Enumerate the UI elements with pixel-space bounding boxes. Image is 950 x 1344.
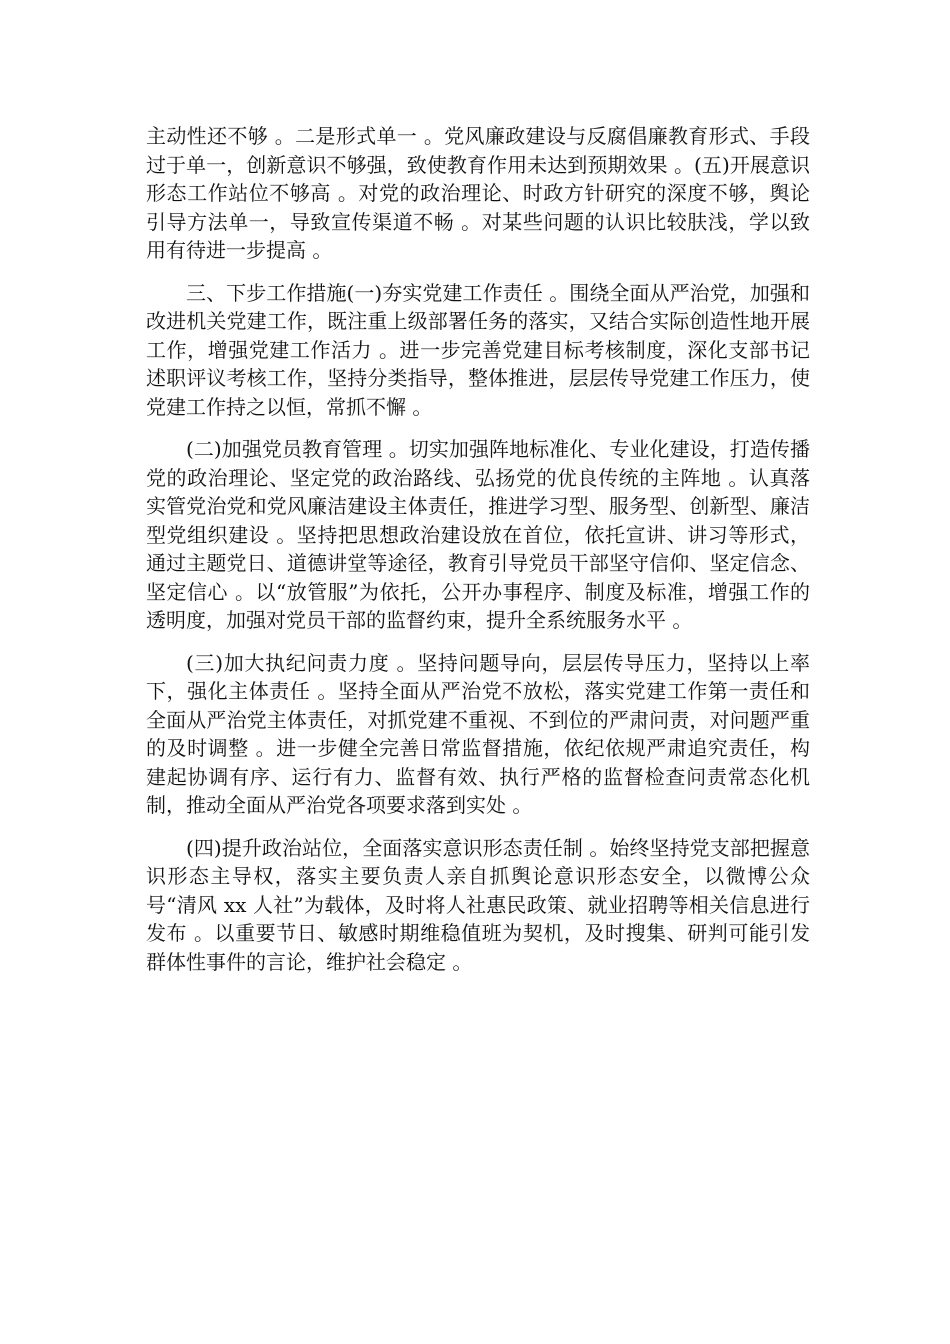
document-body <box>146 122 810 990</box>
paragraph-2: 三、下步工作措施(一)夯实党建工作责任 。围绕全面从严治党，加强和改进机关党建工作，既注重上级部署任务的落实，又结合实际创造性地开展工作，增强党建工作活力 。进一步完善党建目标考核制度，深化支部书记述职评议考核工作，坚持分类指导，整体推进，层层传导党建工作压力，使党建工作持之以恒，常抓不懈 。 <box>146 280 810 419</box>
paragraph-3: (二)加强党员教育管理 。切实加强阵地标准化、专业化建设，打造传播党的政治理论、坚定党的政治路线、弘扬党的优良传统的主阵地 。认真落实管党治党和党风廉洁建设主体责任，推进学习型、服务型、创新型、廉洁型党组织建设 。坚持把思想政治建设放在首位，依托宣讲、讲习等形式，通过主题党日、道德讲堂等途径，教育引导党员干部坚守信仰、坚定信念、坚定信心 。以“放管服”为依托，公开办事程序、制度及标准，增强工作的透明度，加强对党员干部的监督约束，提升全系统服务水平 。 <box>146 437 810 632</box>
paragraph-5: (四)提升政治站位，全面落实意识形态责任制 。始终坚持党支部把握意识形态主导权，落实主要负责人亲自抓舆论意识形态安全，以微博公众号“清风 xx 人社”为载体，及时将人社惠民政策、就业招聘等相关信息进行发布 。以重要节日、敏感时期维稳值班为契机，及时搜集、研判可能引发群体性事件的言论，维护社会稳定 。 <box>146 835 810 974</box>
paragraph-1: 主动性还不够 。二是形式单一 。党风廉政建设与反腐倡廉教育形式、手段过于单一，创新意识不够强，致使教育作用未达到预期效果 。(五)开展意识形态工作站位不够高 。对党的政治理论、时政方针研究的深度不够，舆论引导方法单一，导致宣传渠道不畅 。对某些问题的认识比较肤浅，学以致用有待进一步提高 。 <box>146 124 810 262</box>
paragraph-4: (三)加大执纪问责力度 。坚持问题导向，层层传导压力，坚持以上率下，强化主体责任 。坚持全面从严治党不放松，落实党建工作第一责任和全面从严治党主体责任，对抓党建不重视、不到位的严肃问责，对问题严重的及时调整 。进一步健全完善日常监督措施，依纪依规严肃追究责任，构建起协调有序、运行有力、监督有效、执行严格的监督检查问责常态化机制，推动全面从严治党各项要求落到实处 。 <box>146 650 810 817</box>
